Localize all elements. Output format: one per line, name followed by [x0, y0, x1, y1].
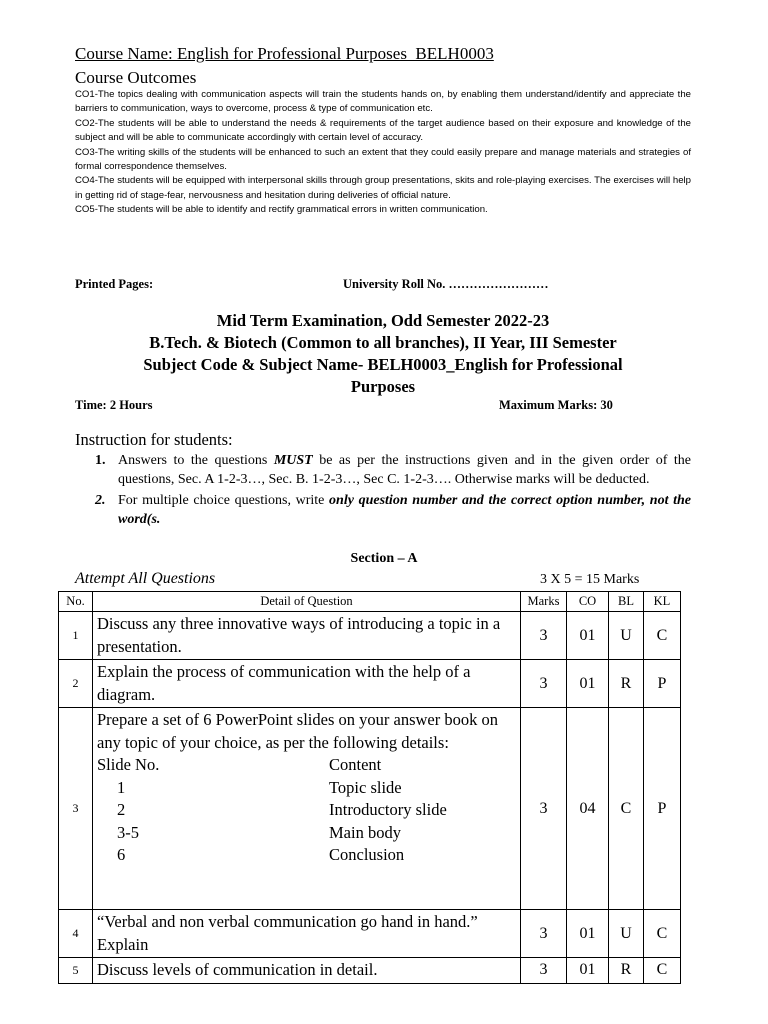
question-number: 3	[59, 708, 93, 910]
question-co: 01	[567, 910, 609, 958]
course-outcome-3: CO3-The writing skills of the students will be enhanced to such an extent that they could easily prepare and manage materials and strategies of formal correspondence themselves.	[75, 146, 691, 173]
marks-summary: 3 X 5 = 15 Marks	[540, 572, 640, 587]
exam-title	[75, 310, 691, 398]
slide-row	[97, 822, 517, 845]
slide-number: 3-5	[117, 822, 139, 842]
slide-content: Conclusion	[329, 845, 405, 864]
question-marks: 3	[521, 660, 567, 708]
attempt-instruction: Attempt All Questions	[75, 570, 216, 587]
question-number: 2	[59, 660, 93, 708]
table-header-row	[59, 592, 681, 612]
section-title: Section – A	[350, 551, 418, 566]
header-no: No.	[59, 592, 93, 612]
exam-time: Time: 2 Hours	[75, 398, 153, 412]
slide-number: 6	[117, 845, 126, 864]
slide-no-header: Slide No.	[97, 755, 160, 774]
course-outcome-2: CO2-The students will be able to understand the needs & requirements of the target audience based on their exposure and knowledge of the subject and will be able to communicate accordingly with certain level of accuracy.	[75, 117, 691, 144]
question-detail: Explain the process of communication with the help of a diagram.	[93, 660, 521, 708]
question-kl: C	[644, 612, 681, 660]
question-detail-text: Prepare a set of 6 PowerPoint slides on your answer book on any topic of your choice, as per the following details:	[97, 710, 498, 752]
course-outcomes-list	[75, 88, 691, 218]
slide-row	[97, 777, 517, 800]
header-detail: Detail of Question	[93, 592, 521, 612]
question-co: 01	[567, 660, 609, 708]
question-kl: C	[644, 958, 681, 984]
instruction-2-text-start: For multiple choice questions, write	[118, 493, 330, 508]
question-number: 1	[59, 612, 93, 660]
slides-list	[97, 754, 517, 867]
instruction-item-1	[95, 452, 691, 489]
instructions-heading: Instruction for students:	[75, 430, 233, 449]
exam-title-line-2: B.Tech. & Biotech (Common to all branches), II Year, III Semester	[149, 333, 617, 352]
question-number: 4	[59, 910, 93, 958]
instruction-2-emphasis: only question number and the correct option number, not the word(s.	[118, 493, 691, 527]
slide-content: Topic slide	[329, 777, 402, 797]
slide-content: Introductory slide	[329, 800, 447, 819]
roll-number-label: University Roll No. ……………………	[343, 277, 549, 291]
exam-title-line-3: Subject Code & Subject Name- BELH0003_English for Professional	[143, 355, 623, 374]
table-row	[59, 958, 681, 984]
slide-content-header: Content	[329, 755, 382, 774]
table-row	[59, 660, 681, 708]
questions-table	[58, 591, 681, 984]
maximum-marks: Maximum Marks: 30	[499, 398, 613, 412]
course-name: Course Name: English for Professional Purposes_BELH0003	[75, 44, 494, 63]
header-marks: Marks	[521, 592, 567, 612]
exam-title-line-1: Mid Term Examination, Odd Semester 2022-23	[216, 311, 550, 330]
course-outcomes-heading: Course Outcomes	[75, 68, 197, 87]
question-co: 01	[567, 612, 609, 660]
question-kl: P	[644, 660, 681, 708]
question-co: 01	[567, 958, 609, 984]
printed-pages-label: Printed Pages:	[75, 277, 154, 291]
slide-row	[97, 799, 517, 822]
question-bl: U	[609, 612, 644, 660]
instruction-number-1: 1.	[95, 453, 106, 468]
slide-row	[97, 844, 517, 867]
instruction-1-text-start: Answers to the questions	[118, 453, 274, 468]
instruction-item-2	[95, 492, 691, 529]
header-kl: KL	[644, 592, 681, 612]
course-outcome-4: CO4-The students will be equipped with interpersonal skills through group presentations, skits and role-playing exercises. The exercises will help in getting rid of stage-fear, nervousness and hesitation during deliveries of official nature.	[75, 175, 691, 201]
question-detail: Discuss levels of communication in detail.	[93, 958, 521, 984]
question-marks: 3	[521, 910, 567, 958]
question-bl: R	[609, 660, 644, 708]
header-bl: BL	[609, 592, 644, 612]
question-number: 5	[59, 958, 93, 984]
question-kl: C	[644, 910, 681, 958]
instructions-list	[95, 452, 691, 532]
course-outcome-5: CO5-The students will be able to identify and rectify grammatical errors in written communication.	[75, 204, 488, 216]
table-row	[59, 910, 681, 958]
question-bl: R	[609, 958, 644, 984]
question-marks: 3	[521, 958, 567, 984]
table-row	[59, 612, 681, 660]
instruction-1-text-end: be as per the instructions given and in the given order of the questions, Sec. A 1-2-3…, Sec. B. 1-2-3…, Sec C. 1-2-3…. Otherwise marks will be deducted.	[118, 453, 691, 487]
question-bl: C	[609, 708, 644, 910]
question-detail: Discuss any three innovative ways of introducing a topic in a presentation.	[93, 612, 521, 660]
question-marks: 3	[521, 612, 567, 660]
instruction-number-2: 2.	[95, 493, 106, 508]
instruction-1-emphasis: MUST	[273, 453, 313, 468]
question-kl: P	[644, 708, 681, 910]
slide-content: Main body	[329, 822, 401, 842]
header-co: CO	[567, 592, 609, 612]
slides-header-row	[97, 754, 517, 777]
question-marks: 3	[521, 708, 567, 910]
table-row	[59, 708, 681, 910]
question-bl: U	[609, 910, 644, 958]
question-detail	[93, 708, 521, 910]
exam-title-line-4: Purposes	[350, 377, 416, 396]
question-co: 04	[567, 708, 609, 910]
slide-number: 2	[117, 800, 126, 819]
question-detail: “Verbal and non verbal communication go hand in hand.” Explain	[93, 910, 521, 958]
course-outcome-1: CO1-The topics dealing with communication aspects will train the students hands on, by enabling them understand/identify and appreciate the barriers to communication, ways to overcome, process & type of communication etc.	[75, 89, 691, 115]
slide-number: 1	[117, 777, 126, 797]
